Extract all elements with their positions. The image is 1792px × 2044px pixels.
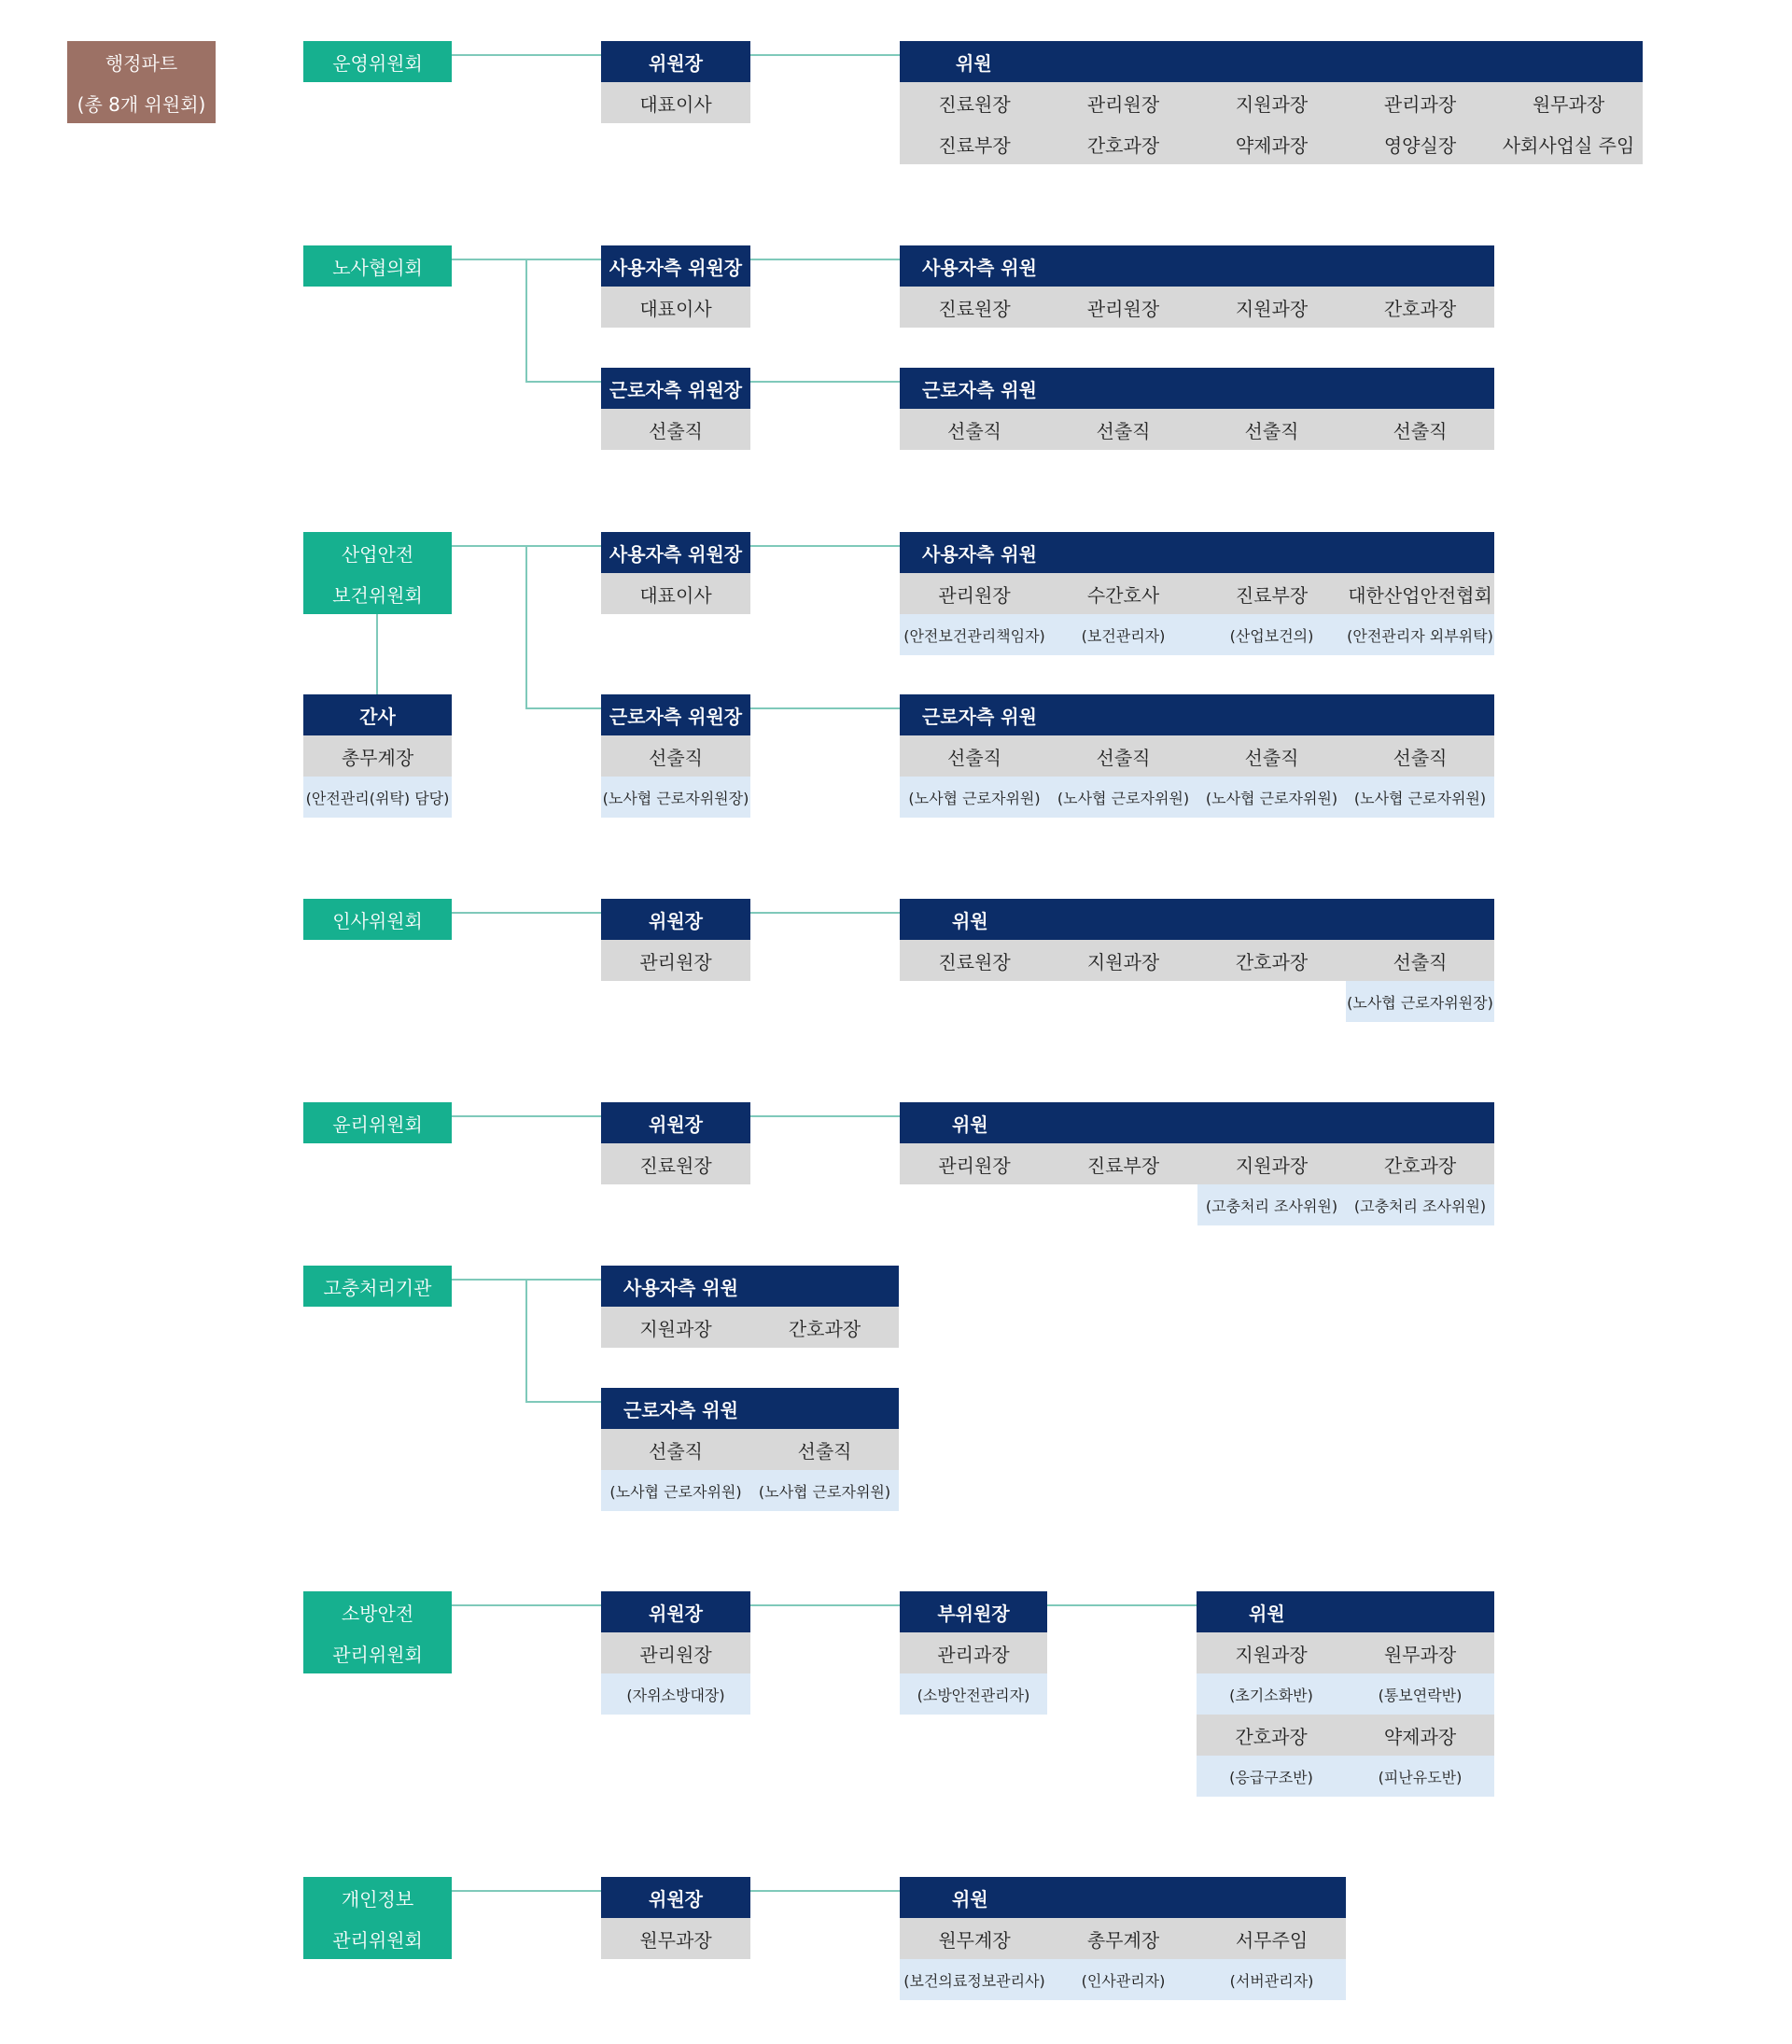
employer-chair-name: 대표이사 — [601, 573, 750, 614]
member-note: (인사관리자) — [1049, 1959, 1197, 2000]
connector-line — [750, 707, 900, 709]
connector-line — [452, 1604, 601, 1606]
committee-grievance: 고충처리기관 — [303, 1266, 452, 1307]
chair-header: 위원장 — [601, 1877, 750, 1918]
member: 사회사업실 주임 — [1494, 123, 1643, 164]
secretary-name: 총무계장 — [303, 735, 452, 777]
chair-name: 진료원장 — [601, 1143, 750, 1184]
member: 선출직 — [1049, 735, 1197, 777]
committee-operation: 운영위원회 — [303, 41, 452, 82]
chair-name: 관리원장 — [601, 940, 750, 981]
member: 선출직 — [601, 1429, 750, 1470]
member-note: (노사협 근로자위원) — [900, 777, 1049, 818]
member: 원무과장 — [1346, 1632, 1494, 1673]
member-note: (피난유도반) — [1346, 1756, 1494, 1797]
chair-header: 위원장 — [601, 1102, 750, 1143]
member-note: (노사협 근로자위원장) — [1346, 981, 1494, 1022]
members-header: 위원 — [900, 41, 1643, 82]
vice-chair-header: 부위원장 — [900, 1591, 1047, 1632]
employer-chair-name: 대표이사 — [601, 287, 750, 328]
committee-fire-safety-line2: 관리위원회 — [303, 1632, 452, 1673]
chair-name: 원무과장 — [601, 1918, 750, 1959]
connector-line — [525, 259, 527, 383]
admin-part-title: 행정파트 — [67, 41, 216, 82]
member: 관리원장 — [900, 1143, 1049, 1184]
connector-line — [750, 545, 900, 547]
member: 선출직 — [750, 1429, 899, 1470]
connector-line — [452, 912, 601, 914]
member: 관리원장 — [900, 573, 1049, 614]
connector-line — [376, 610, 378, 694]
committee-privacy-line1: 개인정보 — [303, 1877, 452, 1918]
worker-chair-name: 선출직 — [601, 735, 750, 777]
member-note: (노사협 근로자위원) — [601, 1470, 750, 1511]
chair-name: 대표이사 — [601, 82, 750, 123]
committee-safety-health-line2: 보건위원회 — [303, 573, 452, 614]
committee-personnel: 인사위원회 — [303, 899, 452, 940]
member: 지원과장 — [1197, 1143, 1346, 1184]
connector-line — [525, 545, 527, 709]
employer-members-header: 사용자측 위원 — [601, 1266, 899, 1307]
employer-members-header: 사용자측 위원 — [900, 245, 1494, 287]
worker-members-header: 근로자측 위원 — [900, 694, 1494, 735]
member: 간호과장 — [1197, 1715, 1346, 1756]
member-note: (응급구조반) — [1197, 1756, 1346, 1797]
connector-line — [525, 1279, 527, 1403]
connector-line — [525, 707, 601, 709]
member: 수간호사 — [1049, 573, 1197, 614]
member: 대한산업안전협회 — [1346, 573, 1494, 614]
member: 지원과장 — [601, 1307, 750, 1348]
member-note: (안전보건관리책임자) — [900, 614, 1049, 655]
committee-safety-health-line1: 산업안전 — [303, 532, 452, 573]
secretary-note: (안전관리(위탁) 담당) — [303, 777, 452, 818]
member: 지원과장 — [1049, 940, 1197, 981]
member: 진료부장 — [1197, 573, 1346, 614]
member: 약제과장 — [1197, 123, 1346, 164]
members-header: 위원 — [900, 899, 1494, 940]
worker-chair-header: 근로자측 위원장 — [601, 368, 750, 409]
member: 간호과장 — [750, 1307, 899, 1348]
connector-line — [452, 1115, 601, 1117]
member-note: (보건의료정보관리사) — [900, 1959, 1049, 2000]
member: 진료원장 — [900, 287, 1049, 328]
secretary-header: 간사 — [303, 694, 452, 735]
member-note: (산업보건의) — [1197, 614, 1346, 655]
connector-line — [750, 1604, 900, 1606]
connector-line — [452, 1890, 601, 1892]
member: 간호과장 — [1049, 123, 1197, 164]
member: 선출직 — [900, 409, 1049, 450]
member-note: (통보연락반) — [1346, 1673, 1494, 1715]
member: 선출직 — [900, 735, 1049, 777]
member-note: (서버관리자) — [1197, 1959, 1346, 2000]
members-header: 위원 — [1197, 1591, 1494, 1632]
chair-header: 위원장 — [601, 1591, 750, 1632]
member: 지원과장 — [1197, 82, 1346, 123]
member: 선출직 — [1346, 409, 1494, 450]
member: 간호과장 — [1346, 1143, 1494, 1184]
chair-header: 위원장 — [601, 899, 750, 940]
member: 지원과장 — [1197, 287, 1346, 328]
member: 관리과장 — [1346, 82, 1494, 123]
admin-part-subtitle: (총 8개 위원회) — [67, 82, 216, 123]
member: 선출직 — [1049, 409, 1197, 450]
member: 진료원장 — [900, 940, 1049, 981]
member-note: (보건관리자) — [1049, 614, 1197, 655]
employer-members-header: 사용자측 위원 — [900, 532, 1494, 573]
employer-chair-header: 사용자측 위원장 — [601, 245, 750, 287]
member-note: (노사협 근로자위원) — [750, 1470, 899, 1511]
worker-chair-header: 근로자측 위원장 — [601, 694, 750, 735]
member: 선출직 — [1197, 735, 1346, 777]
worker-chair-name: 선출직 — [601, 409, 750, 450]
member: 원무과장 — [1494, 82, 1643, 123]
member: 진료원장 — [900, 82, 1049, 123]
chair-name: 관리원장 — [601, 1632, 750, 1673]
member-note: (고충처리 조사위원) — [1197, 1184, 1346, 1225]
member: 간호과장 — [1346, 287, 1494, 328]
connector-line — [525, 1401, 601, 1403]
members-header: 위원 — [900, 1102, 1494, 1143]
chair-header: 위원장 — [601, 41, 750, 82]
member: 선출직 — [1346, 735, 1494, 777]
connector-line — [750, 912, 900, 914]
connector-line — [750, 54, 900, 56]
member: 약제과장 — [1346, 1715, 1494, 1756]
vice-chair-note: (소방안전관리자) — [900, 1673, 1047, 1715]
member-note: (고충처리 조사위원) — [1346, 1184, 1494, 1225]
worker-chair-note: (노사협 근로자위원장) — [601, 777, 750, 818]
vice-chair-name: 관리과장 — [900, 1632, 1047, 1673]
member: 선출직 — [1197, 409, 1346, 450]
chair-note: (자위소방대장) — [601, 1673, 750, 1715]
worker-members-header: 근로자측 위원 — [900, 368, 1494, 409]
member: 원무계장 — [900, 1918, 1049, 1959]
member: 선출직 — [1346, 940, 1494, 981]
member-note: (노사협 근로자위원) — [1346, 777, 1494, 818]
worker-members-header: 근로자측 위원 — [601, 1388, 899, 1429]
committee-privacy-line2: 관리위원회 — [303, 1918, 452, 1959]
member: 영양실장 — [1346, 123, 1494, 164]
member-note: (초기소화반) — [1197, 1673, 1346, 1715]
member: 관리원장 — [1049, 287, 1197, 328]
connector-line — [525, 381, 601, 383]
member: 진료부장 — [900, 123, 1049, 164]
connector-line — [750, 259, 900, 260]
committee-labor-management: 노사협의회 — [303, 245, 452, 287]
connector-line — [750, 381, 900, 383]
member: 총무계장 — [1049, 1918, 1197, 1959]
member: 지원과장 — [1197, 1632, 1346, 1673]
member: 간호과장 — [1197, 940, 1346, 981]
connector-line — [452, 54, 601, 56]
connector-line — [1047, 1604, 1197, 1606]
member: 관리원장 — [1049, 82, 1197, 123]
committee-fire-safety-line1: 소방안전 — [303, 1591, 452, 1632]
connector-line — [750, 1890, 900, 1892]
member-note: (노사협 근로자위원) — [1197, 777, 1346, 818]
committee-ethics: 윤리위원회 — [303, 1102, 452, 1143]
employer-chair-header: 사용자측 위원장 — [601, 532, 750, 573]
members-header: 위원 — [900, 1877, 1346, 1918]
member: 서무주임 — [1197, 1918, 1346, 1959]
member-note: (노사협 근로자위원) — [1049, 777, 1197, 818]
member: 진료부장 — [1049, 1143, 1197, 1184]
member-note: (안전관리자 외부위탁) — [1346, 614, 1494, 655]
connector-line — [750, 1115, 900, 1117]
